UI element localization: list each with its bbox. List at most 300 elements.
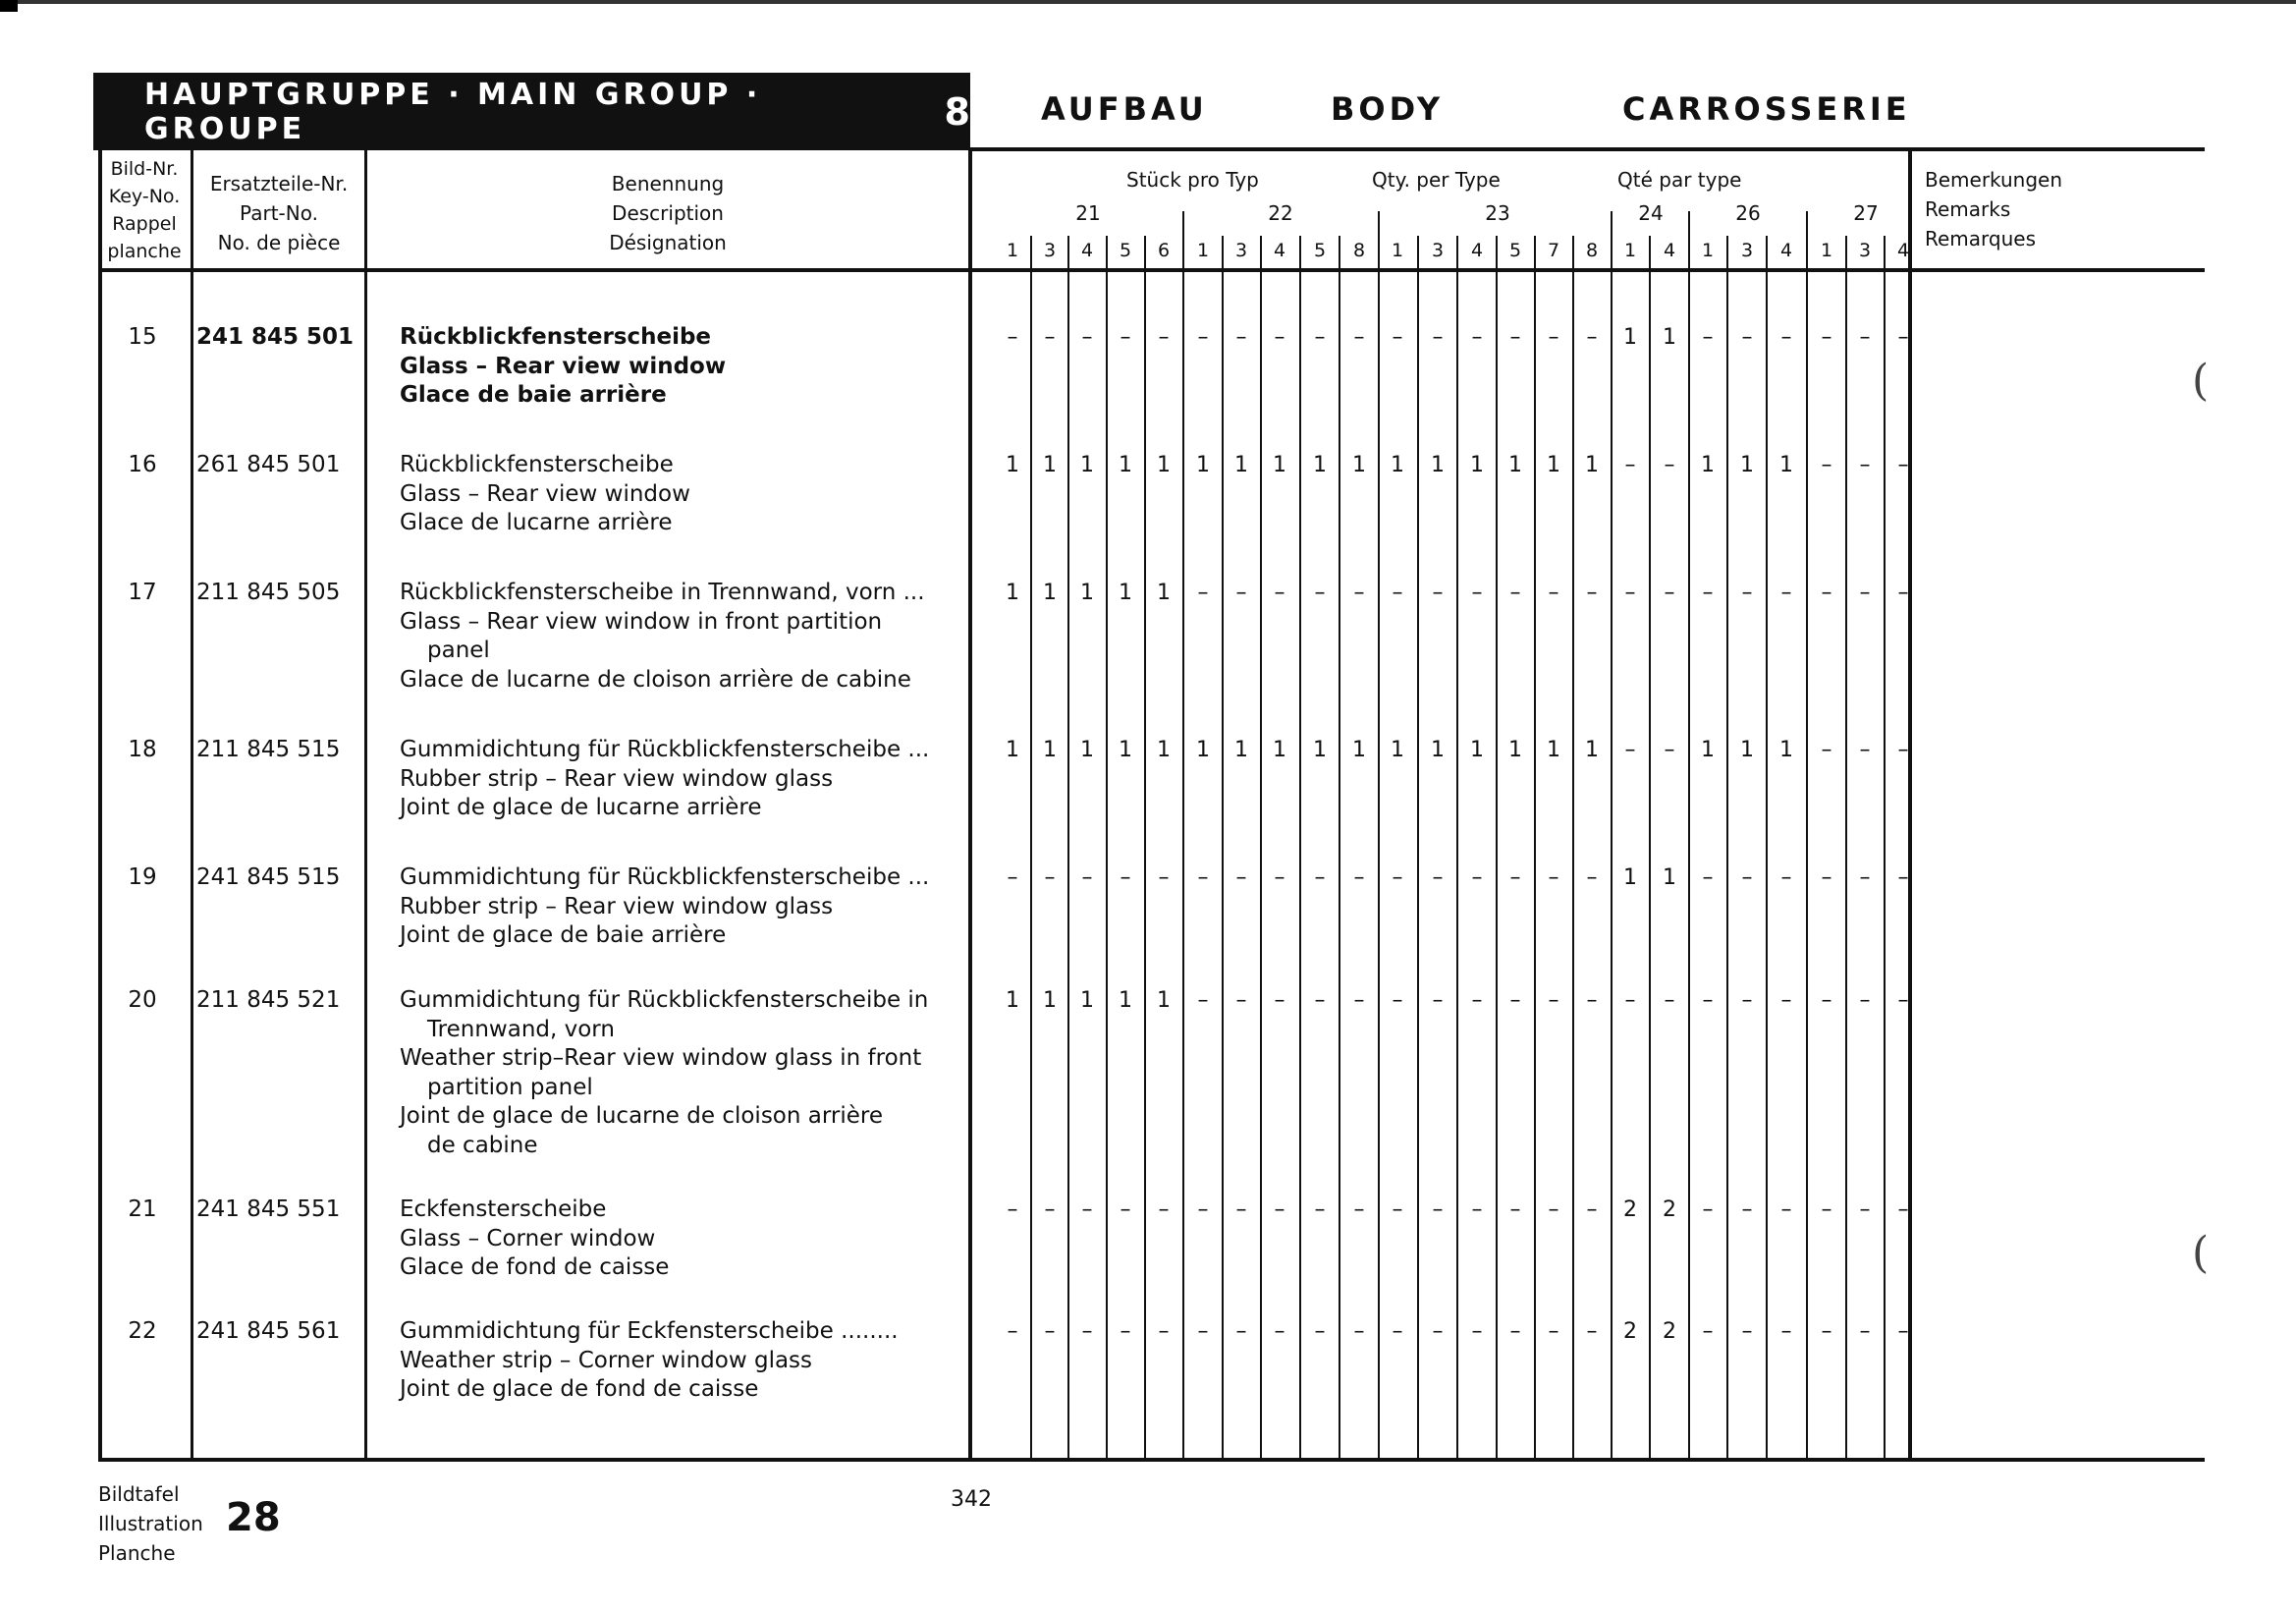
quantity-cell: – xyxy=(1471,325,1483,350)
top-rule xyxy=(0,0,2296,4)
quantity-cell: 1 xyxy=(1043,988,1057,1013)
qty-col-divider xyxy=(1417,236,1419,1458)
qty-col-divider xyxy=(1726,236,1728,1458)
quantity-cell: 2 xyxy=(1663,1197,1676,1222)
quantity-cell: – xyxy=(1548,1197,1559,1222)
description-line: Weather strip – Corner window glass xyxy=(400,1347,813,1373)
quantity-cell: – xyxy=(1702,988,1714,1013)
qty-col-divider xyxy=(1144,236,1146,1458)
quantity-cell: 1 xyxy=(1740,738,1754,762)
quantity-cell: – xyxy=(1548,581,1559,605)
quantity-cell: – xyxy=(1081,325,1093,350)
quantity-cell: – xyxy=(1044,1197,1056,1222)
quantity-cell: – xyxy=(1274,581,1285,605)
quantity-cell: – xyxy=(1664,738,1675,762)
quantity-cell: – xyxy=(1235,325,1247,350)
quantity-cell: – xyxy=(1392,865,1403,890)
quantity-cell: 1 xyxy=(1006,988,1019,1013)
qty-col-divider xyxy=(1182,211,1184,1458)
description-line: Joint de glace de lucarne de cloison arrière xyxy=(400,1103,884,1129)
sub-column-number: 3 xyxy=(1043,240,1057,261)
part-number: 241 845 501 xyxy=(196,324,355,350)
quantity-cell: – xyxy=(1081,1319,1093,1344)
key-number: 19 xyxy=(128,864,157,890)
sub-column-number: 3 xyxy=(1740,240,1754,261)
quantity-cell: – xyxy=(1235,865,1247,890)
quantity-cell: – xyxy=(1897,581,1909,605)
title-fr: CARROSSERIE xyxy=(1622,90,1911,128)
quantity-cell: 1 xyxy=(1585,453,1599,477)
quantity-cell: – xyxy=(1741,1197,1753,1222)
quantity-cell: – xyxy=(1586,325,1598,350)
quantity-cell: – xyxy=(1392,1319,1403,1344)
qty-col-divider xyxy=(1260,236,1262,1458)
quantity-cell: – xyxy=(1741,1319,1753,1344)
quantity-cell: – xyxy=(1044,865,1056,890)
quantity-cell: – xyxy=(1780,865,1792,890)
part-description xyxy=(400,323,945,411)
quantity-cell: 1 xyxy=(1701,453,1715,477)
quantity-cell: – xyxy=(1158,1197,1170,1222)
quantity-cell: 1 xyxy=(1623,325,1637,350)
sub-column-number: 5 xyxy=(1313,240,1327,261)
quantity-cell: – xyxy=(1897,865,1909,890)
quantity-cell: 1 xyxy=(1196,453,1210,477)
quantity-cell: – xyxy=(1007,325,1018,350)
quantity-cell: 1 xyxy=(1313,738,1327,762)
qty-col-divider xyxy=(1649,236,1651,1458)
part-number: 261 845 501 xyxy=(196,452,341,477)
quantity-cell: – xyxy=(1821,1197,1832,1222)
quantity-cell: – xyxy=(1314,581,1326,605)
qty-col-divider xyxy=(1806,211,1808,1458)
key-number: 20 xyxy=(128,987,157,1013)
description-line: Glass – Rear view window in front partition xyxy=(400,608,883,635)
key-number: 16 xyxy=(128,452,157,477)
sub-column-number: 5 xyxy=(1119,240,1132,261)
part-number: 241 845 561 xyxy=(196,1318,341,1344)
description-line: Joint de glace de baie arrière xyxy=(400,922,727,948)
qty-col-divider xyxy=(1688,211,1690,1458)
quantity-cell: 1 xyxy=(1391,453,1404,477)
type-group-label: 27 xyxy=(1853,201,1879,225)
quantity-cell: – xyxy=(1702,581,1714,605)
description-line: Joint de glace de fond de caisse xyxy=(400,1376,759,1402)
quantity-cell: – xyxy=(1314,988,1326,1013)
description-line: Glace de lucarne arrière xyxy=(400,510,673,535)
quantity-cell: – xyxy=(1859,1319,1871,1344)
quantity-cell: – xyxy=(1702,1197,1714,1222)
sub-column-number: 4 xyxy=(1470,240,1484,261)
title-en: BODY xyxy=(1331,90,1444,128)
description-line: Glace de fond de caisse xyxy=(400,1254,670,1280)
key-number: 22 xyxy=(128,1318,157,1344)
title-de: AUFBAU xyxy=(1041,90,1208,128)
quantity-cell: 1 xyxy=(1740,453,1754,477)
main-group-number: 8 xyxy=(944,89,970,134)
quantity-cell: – xyxy=(1120,325,1131,350)
quantity-cell: – xyxy=(1432,581,1444,605)
quantity-cell: 1 xyxy=(1006,581,1019,605)
description-line: Weather strip–Rear view window glass in front xyxy=(400,1045,922,1071)
part-description xyxy=(400,986,945,1160)
quantity-cell: – xyxy=(1741,865,1753,890)
quantity-cell: – xyxy=(1235,1319,1247,1344)
qty-col-divider xyxy=(1611,211,1613,1458)
quantity-cell: – xyxy=(1664,581,1675,605)
type-group-label: 22 xyxy=(1268,201,1293,225)
quantity-cell: 1 xyxy=(1547,453,1560,477)
quantity-cell: – xyxy=(1897,1197,1909,1222)
sub-column-number: 5 xyxy=(1508,240,1522,261)
description-line: Gummidichtung für Rückblickfensterscheibe ... xyxy=(400,737,930,762)
quantity-cell: 1 xyxy=(1273,453,1286,477)
sub-column-number: 4 xyxy=(1663,240,1676,261)
sub-column-number: 3 xyxy=(1858,240,1872,261)
qty-col-divider xyxy=(1766,236,1768,1458)
qty-col-divider xyxy=(1456,236,1458,1458)
description-line: Gummidichtung für Eckfensterscheibe ........ xyxy=(400,1318,899,1344)
quantity-cell: 1 xyxy=(1080,453,1094,477)
quantity-cell: – xyxy=(1392,1197,1403,1222)
quantity-cell: 1 xyxy=(1470,738,1484,762)
desc-col-header: Benennung Description Désignation xyxy=(609,172,727,254)
quantity-cell: – xyxy=(1509,988,1521,1013)
quantity-cell: – xyxy=(1821,988,1832,1013)
quantity-cell: – xyxy=(1432,865,1444,890)
quantity-cell: 1 xyxy=(1352,453,1366,477)
quantity-cell: – xyxy=(1780,1197,1792,1222)
qty-col-divider xyxy=(1884,236,1886,1458)
part-col-header: Ersatzteile-Nr. Part-No. No. de pièce xyxy=(209,172,349,254)
sub-column-number: 1 xyxy=(1623,240,1637,261)
sub-column-number: 4 xyxy=(1779,240,1793,261)
quantity-cell: – xyxy=(1007,1197,1018,1222)
quantity-cell: 1 xyxy=(1080,738,1094,762)
quantity-cell: 1 xyxy=(1470,453,1484,477)
binding-hole-mark: ( xyxy=(2192,1228,2210,1278)
quantity-cell: – xyxy=(1509,325,1521,350)
quantity-cell: – xyxy=(1471,1319,1483,1344)
quantity-cell: – xyxy=(1509,1319,1521,1344)
sub-column-number: 3 xyxy=(1234,240,1248,261)
quantity-cell: – xyxy=(1821,738,1832,762)
quantity-cell: 1 xyxy=(1431,453,1445,477)
quantity-cell: – xyxy=(1197,1197,1209,1222)
qty-header-fr: Qté par type xyxy=(1617,168,1742,192)
page-number: 342 xyxy=(951,1487,992,1512)
part-number: 211 845 505 xyxy=(196,580,341,605)
quantity-cell: – xyxy=(1897,325,1909,350)
main-group-banner xyxy=(93,73,970,150)
quantity-cell: – xyxy=(1624,988,1636,1013)
quantity-cell: 1 xyxy=(1663,865,1676,890)
binding-hole-mark: ( xyxy=(2192,356,2210,406)
quantity-cell: – xyxy=(1471,581,1483,605)
quantity-cell: – xyxy=(1235,988,1247,1013)
quantity-cell: – xyxy=(1586,988,1598,1013)
quantity-cell: 1 xyxy=(1119,988,1132,1013)
quantity-cell: – xyxy=(1120,865,1131,890)
description-line: Trennwand, vorn xyxy=(427,1016,615,1042)
quantity-cell: – xyxy=(1548,325,1559,350)
quantity-cell: 1 xyxy=(1273,738,1286,762)
quantity-cell: – xyxy=(1702,1319,1714,1344)
part-description xyxy=(400,736,945,823)
quantity-cell: 1 xyxy=(1391,738,1404,762)
quantity-cell: 1 xyxy=(1006,738,1019,762)
quantity-cell: 1 xyxy=(1701,738,1715,762)
sub-column-number: 8 xyxy=(1352,240,1366,261)
quantity-cell: – xyxy=(1432,988,1444,1013)
quantity-cell: – xyxy=(1197,988,1209,1013)
quantity-cell: 2 xyxy=(1623,1319,1637,1344)
quantity-cell: – xyxy=(1780,581,1792,605)
quantity-cell: 1 xyxy=(1157,738,1171,762)
sub-column-number: 7 xyxy=(1547,240,1560,261)
description-line: Rubber strip – Rear view window glass xyxy=(400,765,834,792)
quantity-cell: – xyxy=(1859,453,1871,477)
part-number: 211 845 521 xyxy=(196,987,341,1013)
description-line: Glace de baie arrière xyxy=(400,382,667,408)
quantity-cell: – xyxy=(1586,581,1598,605)
description-line: Rückblickfensterscheibe xyxy=(400,324,712,350)
quantity-cell: – xyxy=(1432,1197,1444,1222)
quantity-cell: – xyxy=(1158,1319,1170,1344)
plate-number: 28 xyxy=(226,1495,281,1540)
quantity-cell: – xyxy=(1548,865,1559,890)
quantity-cell: 1 xyxy=(1157,988,1171,1013)
quantity-cell: – xyxy=(1081,865,1093,890)
quantity-cell: 1 xyxy=(1585,738,1599,762)
sub-column-number: 3 xyxy=(1431,240,1445,261)
type-group-label: 21 xyxy=(1075,201,1101,225)
remarks-col-header: Bemerkungen Remarks Remarques xyxy=(1925,168,2063,250)
quantity-cell: 1 xyxy=(1352,738,1366,762)
sub-column-number: 1 xyxy=(1820,240,1833,261)
qty-col-divider xyxy=(1572,236,1574,1458)
type-group-label: 23 xyxy=(1485,201,1510,225)
quantity-cell: – xyxy=(1471,865,1483,890)
quantity-cell: – xyxy=(1821,325,1832,350)
quantity-cell: – xyxy=(1044,325,1056,350)
quantity-cell: 1 xyxy=(1508,453,1522,477)
key-col-divider xyxy=(191,147,193,1460)
key-number: 18 xyxy=(128,737,157,762)
quantity-cell: 1 xyxy=(1431,738,1445,762)
quantity-cell: 1 xyxy=(1080,988,1094,1013)
description-line: Rückblickfensterscheibe xyxy=(400,452,674,477)
quantity-cell: – xyxy=(1353,988,1365,1013)
quantity-cell: – xyxy=(1509,581,1521,605)
quantity-cell: – xyxy=(1821,865,1832,890)
description-line: panel xyxy=(427,638,490,663)
quantity-cell: 1 xyxy=(1043,581,1057,605)
quantity-cell: – xyxy=(1859,988,1871,1013)
qty-col-divider xyxy=(1030,236,1032,1458)
quantity-cell: – xyxy=(1548,1319,1559,1344)
quantity-cell: – xyxy=(1274,325,1285,350)
quantity-cell: – xyxy=(1197,1319,1209,1344)
quantity-cell: – xyxy=(1624,453,1636,477)
quantity-cell: – xyxy=(1586,865,1598,890)
type-group-label: 26 xyxy=(1735,201,1761,225)
quantity-cell: 1 xyxy=(1196,738,1210,762)
quantity-cell: – xyxy=(1509,1197,1521,1222)
quantity-cell: 2 xyxy=(1663,1319,1676,1344)
quantity-cell: 1 xyxy=(1623,865,1637,890)
description-line: Gummidichtung für Rückblickfensterscheibe in xyxy=(400,987,929,1013)
sub-column-number: 8 xyxy=(1585,240,1599,261)
description-line: partition panel xyxy=(427,1074,593,1100)
header-bottom-rule xyxy=(98,268,2205,272)
quantity-cell: – xyxy=(1471,988,1483,1013)
quantity-cell: 1 xyxy=(1119,453,1132,477)
quantity-cell: – xyxy=(1432,1319,1444,1344)
part-col-divider xyxy=(364,147,367,1460)
quantity-cell: 1 xyxy=(1508,738,1522,762)
qty-col-divider xyxy=(1339,236,1340,1458)
qty-header-de: Stück pro Typ xyxy=(1126,168,1259,192)
quantity-cell: – xyxy=(1821,581,1832,605)
quantity-cell: – xyxy=(1314,1197,1326,1222)
quantity-cell: – xyxy=(1509,865,1521,890)
quantity-cell: – xyxy=(1821,1319,1832,1344)
key-number: 21 xyxy=(128,1196,157,1222)
quantity-cell: – xyxy=(1081,1197,1093,1222)
quantity-cell: 1 xyxy=(1006,453,1019,477)
quantity-cell: – xyxy=(1197,581,1209,605)
quantity-cell: – xyxy=(1548,988,1559,1013)
table-bottom-rule xyxy=(98,1458,2205,1462)
quantity-cell: – xyxy=(1859,1197,1871,1222)
quantity-cell: – xyxy=(1007,1319,1018,1344)
quantity-cell: – xyxy=(1702,865,1714,890)
quantity-cell: 1 xyxy=(1234,738,1248,762)
qty-col-divider xyxy=(1845,236,1847,1458)
quantity-cell: – xyxy=(1702,325,1714,350)
quantity-cell: – xyxy=(1741,581,1753,605)
header-top-rule xyxy=(970,147,2205,151)
qty-col-divider xyxy=(1299,236,1301,1458)
quantity-cell: – xyxy=(1392,988,1403,1013)
quantity-cell: – xyxy=(1664,988,1675,1013)
quantity-cell: 1 xyxy=(1313,453,1327,477)
description-line: Glass – Corner window xyxy=(400,1225,656,1251)
quantity-cell: – xyxy=(1859,865,1871,890)
quantity-cell: 1 xyxy=(1157,581,1171,605)
quantity-cell: – xyxy=(1859,325,1871,350)
quantity-cell: – xyxy=(1120,1319,1131,1344)
quantity-cell: 1 xyxy=(1547,738,1560,762)
quantity-cell: – xyxy=(1624,738,1636,762)
quantity-cell: – xyxy=(1586,1197,1598,1222)
quantity-cell: – xyxy=(1235,581,1247,605)
description-line: Rückblickfensterscheibe in Trennwand, vorn ... xyxy=(400,580,925,605)
sub-column-number: 1 xyxy=(1196,240,1210,261)
part-number: 241 845 551 xyxy=(196,1196,341,1222)
quantity-cell: 1 xyxy=(1234,453,1248,477)
quantity-cell: – xyxy=(1274,865,1285,890)
quantity-cell: – xyxy=(1197,865,1209,890)
quantity-cell: 1 xyxy=(1080,581,1094,605)
quantity-cell: 1 xyxy=(1119,581,1132,605)
qty-col-divider xyxy=(1067,236,1069,1458)
qty-col-divider xyxy=(1378,211,1380,1458)
part-description xyxy=(400,579,945,695)
main-group-label: HAUPTGRUPPE · MAIN GROUP · GROUPE xyxy=(144,77,762,146)
quantity-cell: 1 xyxy=(1119,738,1132,762)
sub-column-number: 4 xyxy=(1080,240,1094,261)
description-line: Joint de glace de lucarne arrière xyxy=(400,795,762,820)
quantity-cell: – xyxy=(1353,1197,1365,1222)
quantity-cell: – xyxy=(1741,988,1753,1013)
type-group-label: 24 xyxy=(1638,201,1664,225)
quantity-cell: – xyxy=(1158,325,1170,350)
quantity-cell: – xyxy=(1274,1197,1285,1222)
description-line: Glass – Rear view window xyxy=(400,480,690,507)
quantity-cell: – xyxy=(1897,1319,1909,1344)
sub-column-number: 1 xyxy=(1006,240,1019,261)
part-description xyxy=(400,863,945,951)
quantity-cell: – xyxy=(1859,738,1871,762)
quantity-cell: – xyxy=(1432,325,1444,350)
part-description xyxy=(400,451,945,538)
description-line: Rubber strip – Rear view window glass xyxy=(400,893,834,919)
quantity-cell: 1 xyxy=(1779,738,1793,762)
quantity-cell: – xyxy=(1314,1319,1326,1344)
key-number: 15 xyxy=(128,324,157,350)
qty-col-divider xyxy=(1106,236,1108,1458)
quantity-cell: – xyxy=(1780,325,1792,350)
quantity-cell: – xyxy=(1780,988,1792,1013)
key-number: 17 xyxy=(128,580,157,605)
description-line: Glace de lucarne de cloison arrière de cabine xyxy=(400,666,911,693)
quantity-cell: – xyxy=(1471,1197,1483,1222)
quantity-cell: – xyxy=(1353,581,1365,605)
qty-col-divider xyxy=(1222,236,1224,1458)
quantity-cell: – xyxy=(1353,1319,1365,1344)
part-number: 241 845 515 xyxy=(196,864,341,890)
quantity-cell: – xyxy=(1624,581,1636,605)
quantity-cell: 1 xyxy=(1157,453,1171,477)
quantity-cell: – xyxy=(1392,325,1403,350)
quantity-cell: – xyxy=(1235,1197,1247,1222)
qty-header-en: Qty. per Type xyxy=(1372,168,1501,192)
description-line: Eckfensterscheibe xyxy=(400,1196,607,1222)
quantity-cell: – xyxy=(1007,865,1018,890)
quantity-cell: – xyxy=(1392,581,1403,605)
quantity-cell: – xyxy=(1353,325,1365,350)
quantity-cell: – xyxy=(1274,988,1285,1013)
quantity-cell: – xyxy=(1314,865,1326,890)
quantity-cell: – xyxy=(1897,453,1909,477)
description-line: Glass – Rear view window xyxy=(400,353,727,379)
quantity-cell: – xyxy=(1664,453,1675,477)
quantity-cell: – xyxy=(1353,865,1365,890)
description-line: de cabine xyxy=(427,1132,538,1158)
quantity-cell: 1 xyxy=(1043,738,1057,762)
quantity-cell: – xyxy=(1044,1319,1056,1344)
description-line: Gummidichtung für Rückblickfensterscheibe ... xyxy=(400,864,930,890)
plate-label: Bildtafel Illustration Planche xyxy=(98,1482,203,1565)
quantity-cell: – xyxy=(1158,865,1170,890)
quantity-cell: – xyxy=(1859,581,1871,605)
quantity-cell: – xyxy=(1314,325,1326,350)
key-col-header: Bild-Nr. Key-No. Rappel planche xyxy=(107,158,182,262)
quantity-cell: – xyxy=(1821,453,1832,477)
sub-column-number: 4 xyxy=(1273,240,1286,261)
